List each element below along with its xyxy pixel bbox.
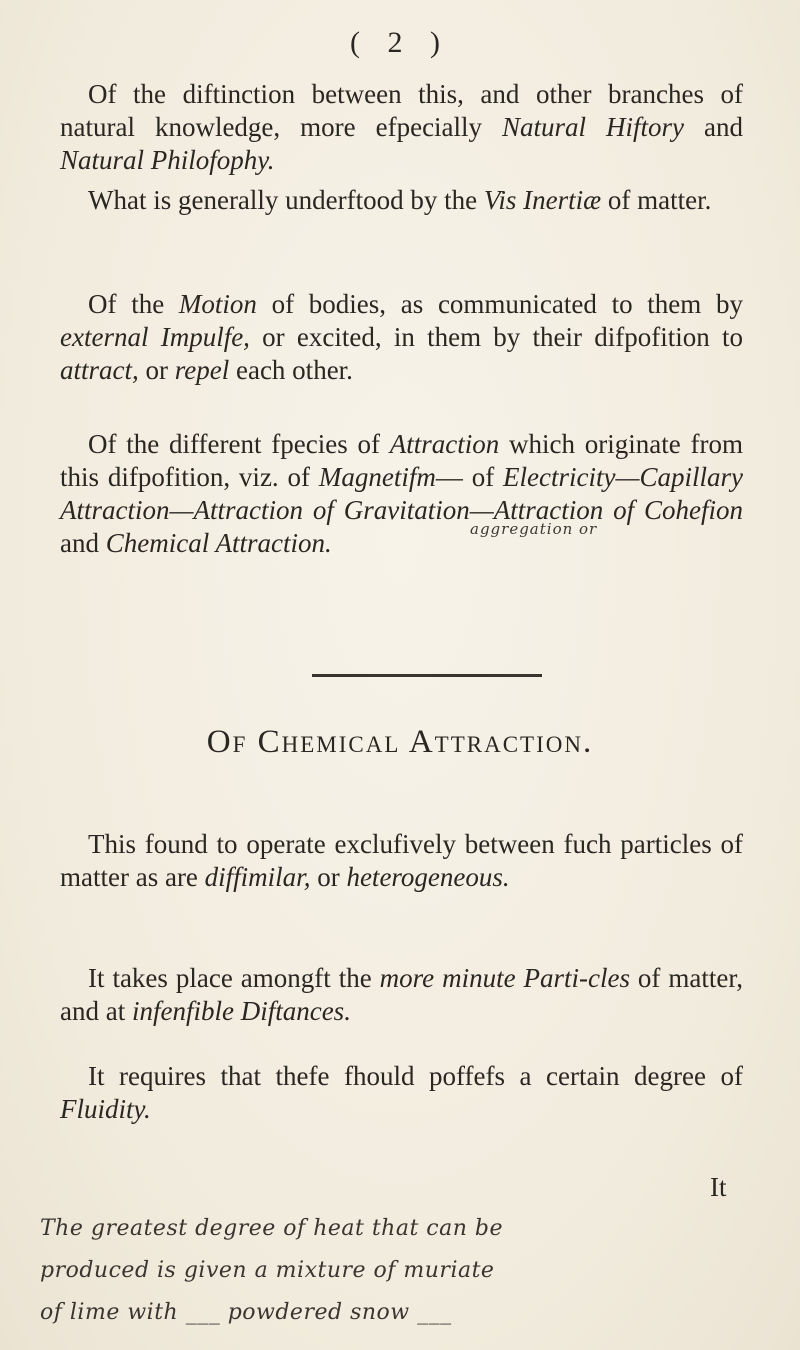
- section-divider: [312, 674, 542, 677]
- italic-term: infenfible Diftances.: [131, 996, 351, 1026]
- text: Of the: [88, 289, 179, 319]
- italic-term: Natural Hiftory: [502, 112, 685, 142]
- section-heading: Of Chemical Attraction.: [206, 724, 594, 760]
- italic-term: Motion: [178, 289, 257, 319]
- text: It requires that thefe fhould poffefs a certain degree of: [88, 1061, 743, 1091]
- text: or excited, in them by their difpofition to: [249, 322, 743, 352]
- handwritten-line: The greatest degree of heat that can be: [40, 1216, 503, 1241]
- italic-term: repel: [174, 355, 230, 385]
- paragraph-1: [60, 78, 743, 177]
- italic-term: Fluidity.: [60, 1094, 151, 1124]
- italic-term: Vis Inertiæ: [483, 185, 602, 215]
- italic-term: more minute Parti-cles: [379, 963, 630, 993]
- italic-term: Natural Philofophy.: [60, 145, 275, 175]
- text: — of: [435, 462, 504, 492]
- paragraph-6: [60, 962, 743, 1028]
- text: each other.: [229, 355, 353, 385]
- text: What is generally underftood by the: [88, 185, 484, 215]
- italic-term: Attraction: [389, 429, 500, 459]
- italic-term: Magnetifm: [318, 462, 436, 492]
- handwritten-insertion: aggregation or: [470, 520, 598, 538]
- text: Of the diftinction between this, and other branches of natural knowledge, more efpecially: [60, 79, 743, 142]
- text: It takes place amongft the: [88, 963, 380, 993]
- text: and: [60, 528, 106, 558]
- italic-term: heterogeneous.: [346, 862, 510, 892]
- text: Of the different fpecies of: [88, 429, 390, 459]
- italic-term: external Impulfe,: [60, 322, 250, 352]
- text: or: [138, 355, 175, 385]
- paragraph-4: [60, 428, 743, 560]
- italic-term: attract,: [60, 355, 139, 385]
- paragraph-2: [60, 184, 743, 217]
- text: or: [310, 862, 347, 892]
- text: This found to operate exclufively between fuch particles of matter as are: [60, 829, 743, 892]
- italic-term: Electricity—Capillary Attraction—Attraction of Gravitation—Attraction of Cohefion: [60, 462, 743, 525]
- paragraph-5: [60, 828, 743, 894]
- handwritten-line: of lime with ___ powdered snow ___: [40, 1300, 452, 1325]
- paragraph-3: [60, 288, 743, 387]
- paragraph-7: [60, 1060, 743, 1126]
- text: of matter.: [601, 185, 712, 215]
- catchword: It: [710, 1172, 727, 1202]
- text: of matter, and at: [60, 963, 744, 1026]
- page-number: ( 2 ): [350, 26, 450, 59]
- italic-term: diffimilar,: [204, 862, 311, 892]
- text: and: [684, 112, 743, 142]
- handwritten-line: produced is given a mixture of muriate: [40, 1258, 495, 1283]
- text: of bodies, as communicated to them by: [256, 289, 743, 319]
- handwritten-note: [40, 1208, 770, 1334]
- text: which originate from this difpofition, viz. of: [60, 429, 744, 492]
- italic-term: Chemical Attraction.: [105, 528, 332, 558]
